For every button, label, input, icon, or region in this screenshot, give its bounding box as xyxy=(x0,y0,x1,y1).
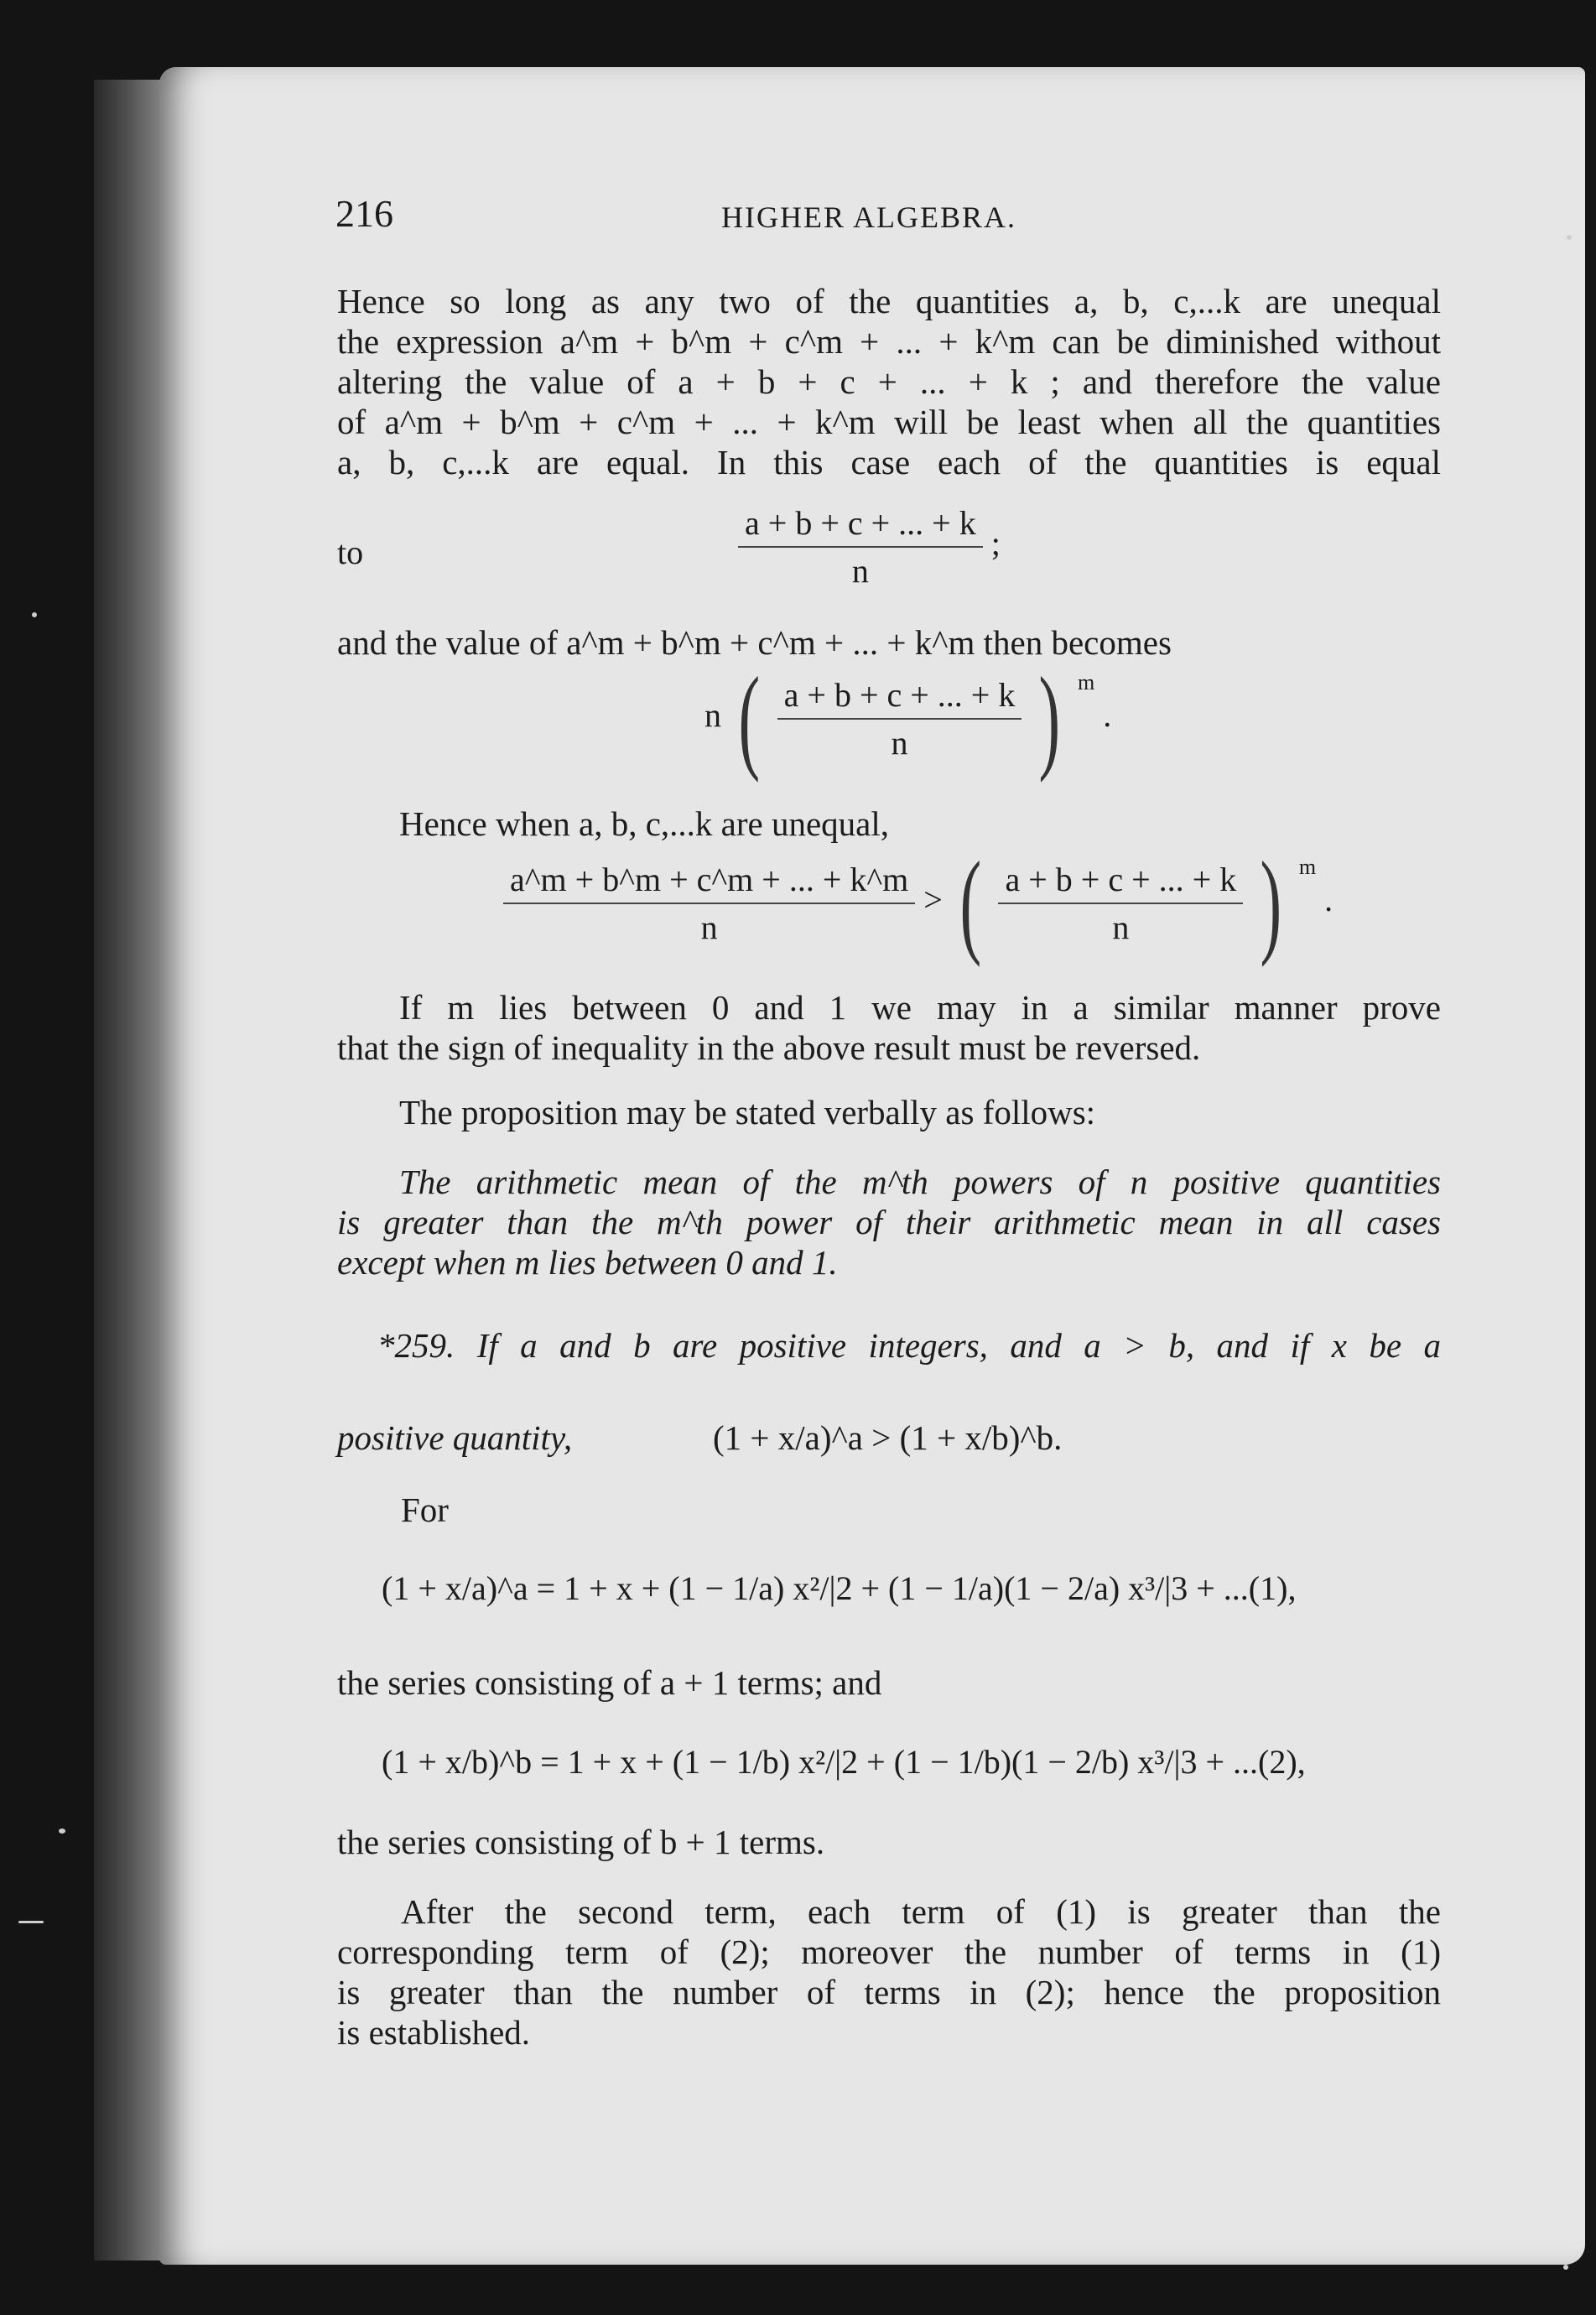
paragraph-2: and the value of a^m + b^m + c^m + ... + k^m then becomes xyxy=(337,623,1172,662)
scan-speck xyxy=(1563,2265,1568,2270)
paragraph-4-line-2: that the sign of inequality in the above result must be reversed. xyxy=(337,1028,1201,1067)
equation-3-right-numerator: a + b + c + ... + k xyxy=(998,860,1243,904)
equation-3-left-fraction xyxy=(503,860,915,947)
equation-3-left-numerator: a^m + b^m + c^m + ... + k^m xyxy=(503,860,915,904)
equation-3-right-denominator: n xyxy=(1112,908,1130,946)
paragraph-6-line-3: except when m lies between 0 and 1. xyxy=(337,1243,838,1282)
equation-2-exponent: m xyxy=(1078,670,1095,694)
paragraph-9-line-1: After the second term, each term of (1) is greater than the xyxy=(401,1892,1441,1931)
article-259-equation: (1 + x/a)^a > (1 + x/b)^b. xyxy=(713,1418,1063,1457)
paragraph-9-line-4: is established. xyxy=(337,2013,531,2052)
paragraph-6-line-2: is greater than the m^th power of their arithmetic mean in all cases xyxy=(337,1203,1441,1241)
paragraph-1-line-1: Hence so long as any two of the quantities a, b, c,...k are unequal xyxy=(337,282,1441,320)
equation-2-denominator: n xyxy=(891,724,908,762)
article-259-line-2: positive quantity, xyxy=(337,1418,573,1457)
paragraph-3: Hence when a, b, c,...k are unequal, xyxy=(399,804,889,843)
equation-3 xyxy=(503,838,1333,968)
equation-1 xyxy=(738,503,1001,590)
paragraph-4-line-1: If m lies between 0 and 1 we may in a similar manner prove xyxy=(399,988,1441,1027)
word-for: For xyxy=(401,1490,449,1529)
equation-2-close-paren: ) xyxy=(1038,653,1061,783)
running-title: HIGHER ALGEBRA. xyxy=(721,200,1016,234)
equation-1-denominator: n xyxy=(851,552,869,590)
equation-3-tail: . xyxy=(1324,881,1333,919)
equation-3-exponent: m xyxy=(1298,855,1317,879)
paragraph-1-line-5: a, b, c,...k are equal. In this case each of the quantities is equal xyxy=(337,443,1441,481)
scan-speck xyxy=(59,1829,65,1834)
equation-3-right-fraction xyxy=(998,860,1243,947)
equation-3-open-paren: ( xyxy=(959,838,981,968)
scan-speck xyxy=(18,1921,44,1923)
equation-2-numerator: a + b + c + ... + k xyxy=(777,675,1022,720)
scan-speck xyxy=(32,612,37,617)
paragraph-1-line-3: altering the value of a + b + c + ... + k ; and therefore the value xyxy=(337,362,1441,401)
equation-1-fraction xyxy=(738,503,983,590)
paragraph-8: the series consisting of b + 1 terms. xyxy=(337,1823,825,1861)
equation-2 xyxy=(704,653,1112,783)
equation-3-left-denominator: n xyxy=(700,908,718,946)
paragraph-9-line-2: corresponding term of (2); moreover the number of terms in (1) xyxy=(337,1933,1441,1971)
paragraph-1-line-4: of a^m + b^m + c^m + ... + k^m will be least when all the quantities xyxy=(337,403,1441,441)
equation-2-coefficient: n xyxy=(704,696,721,735)
equation-series-1: (1 + x/a)^a = 1 + x + (1 − 1/a) x²/|2 + (1 − 1/a)(1 − 2/a) x³/|3 + ...(1), xyxy=(382,1569,1297,1607)
equation-2-open-paren: ( xyxy=(738,653,761,783)
equation-3-operator: > xyxy=(923,881,943,919)
equation-series-2: (1 + x/b)^b = 1 + x + (1 − 1/b) x²/|2 + (1 − 1/b)(1 − 2/b) x³/|3 + ...(2), xyxy=(382,1743,1306,1781)
equation-3-close-paren: ) xyxy=(1260,838,1282,968)
paragraph-1-line-2: the expression a^m + b^m + c^m + ... + k^m can be diminished without xyxy=(337,322,1441,361)
equation-2-fraction xyxy=(777,675,1022,762)
scan-speck xyxy=(1567,235,1572,240)
page-number: 216 xyxy=(335,192,393,235)
equation-1-tail: ; xyxy=(990,524,1001,563)
paragraph-7: the series consisting of a + 1 terms; and xyxy=(337,1663,882,1702)
paragraph-9-line-3: is greater than the number of terms in (2); hence the proposition xyxy=(337,1973,1441,2011)
equation-2-tail: . xyxy=(1103,696,1112,735)
paragraph-6-line-1: The arithmetic mean of the m^th powers of n positive quantities xyxy=(399,1163,1441,1201)
equation-1-numerator: a + b + c + ... + k xyxy=(738,503,983,548)
word-to: to xyxy=(337,533,364,571)
paragraph-5: The proposition may be stated verbally as follows: xyxy=(399,1093,1096,1131)
article-259-line-1: *259. If a and b are positive integers, and a > b, and if x be a xyxy=(377,1326,1441,1365)
